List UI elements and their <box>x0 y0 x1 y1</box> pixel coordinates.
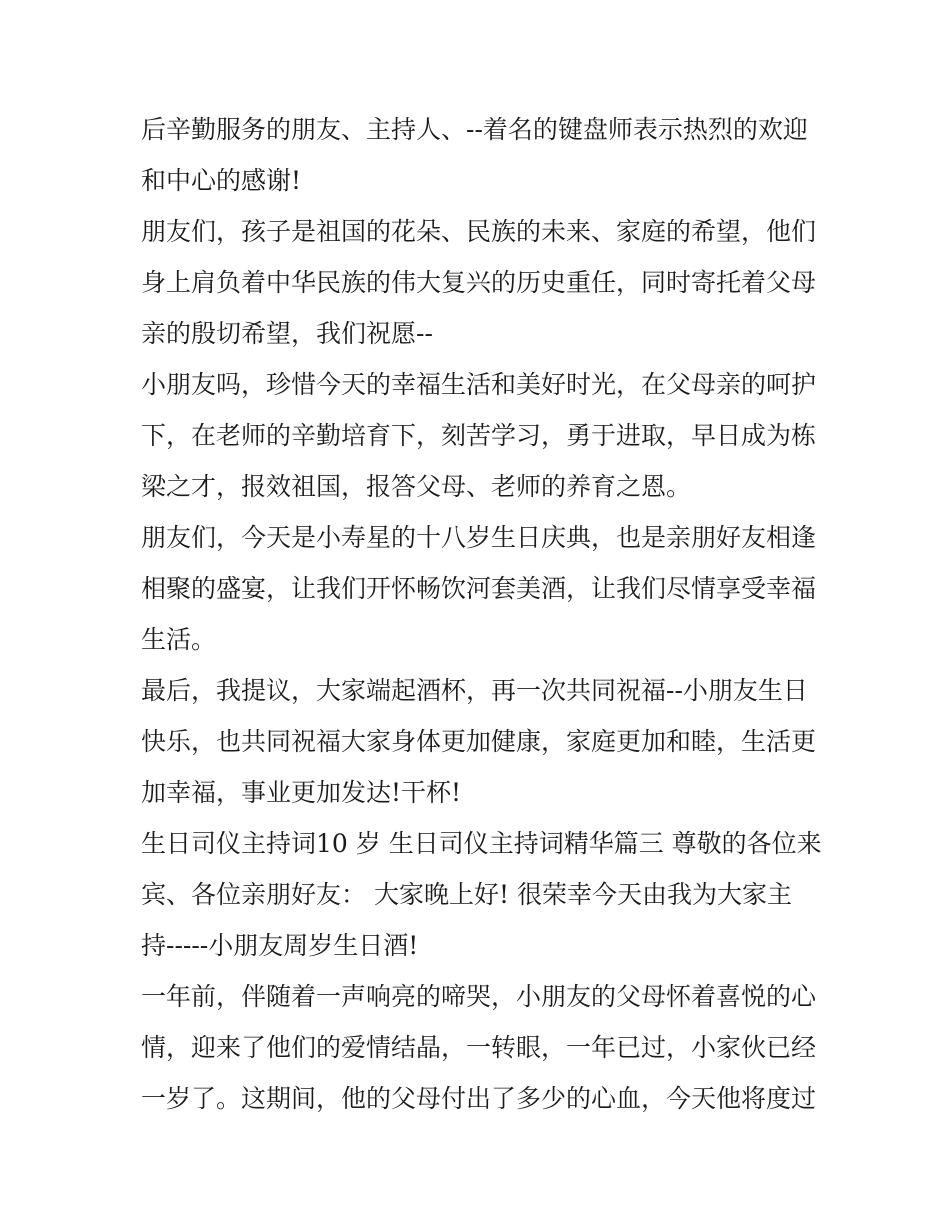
document-body <box>141 104 821 1124</box>
text-line: 小朋友吗，珍惜今天的幸福生活和美好时光，在父母亲的呵护 <box>141 370 817 399</box>
text-line: 身上肩负着中华民族的伟大复兴的历史重任，同时寄托着父母 <box>141 268 817 297</box>
text-line: 一年前，伴随着一声响亮的啼哭，小朋友的父母怀着喜悦的心 <box>141 982 817 1011</box>
text-line: 朋友们，今天是小寿星的十八岁生日庆典，也是亲朋好友相逢 <box>141 523 817 552</box>
text-line: 生日司仪主持词10 岁 生日司仪主持词精华篇三 尊敬的各位来 <box>141 829 822 858</box>
text-line: 情，迎来了他们的爱情结晶，一转眼，一年已过，小家伙已经 <box>141 1033 817 1062</box>
text-line: 最后，我提议，大家端起酒杯，再一次共同祝福--小朋友生日 <box>141 676 808 705</box>
text-line: 宾、各位亲朋好友： 大家晚上好! 很荣幸今天由我为大家主 <box>141 880 792 909</box>
text-line: 一岁了。这期间，他的父母付出了多少的心血，今天他将度过 <box>141 1084 817 1113</box>
text-line: 梁之才，报效祖国，报答父母、老师的养育之恩。 <box>141 472 692 501</box>
text-line: 亲的殷切希望，我们祝愿-- <box>141 319 433 348</box>
text-line: 持-----小朋友周岁生日酒! <box>141 931 419 960</box>
text-line: 后辛勤服务的朋友、主持人、--着名的键盘师表示热烈的欢迎 <box>141 115 808 144</box>
text-line: 朋友们，孩子是祖国的花朵、民族的未来、家庭的希望，他们 <box>141 217 817 246</box>
text-line: 和中心的感谢! <box>141 166 302 195</box>
text-line: 相聚的盛宴，让我们开怀畅饮河套美酒，让我们尽情享受幸福 <box>141 574 817 603</box>
text-line: 加幸福，事业更加发达!干杯! <box>141 778 462 807</box>
text-line: 下，在老师的辛勤培育下，刻苦学习，勇于进取，早日成为栋 <box>141 421 817 450</box>
text-line: 生活。 <box>141 625 217 654</box>
text-line: 快乐，也共同祝福大家身体更加健康，家庭更加和睦，生活更 <box>141 727 817 756</box>
